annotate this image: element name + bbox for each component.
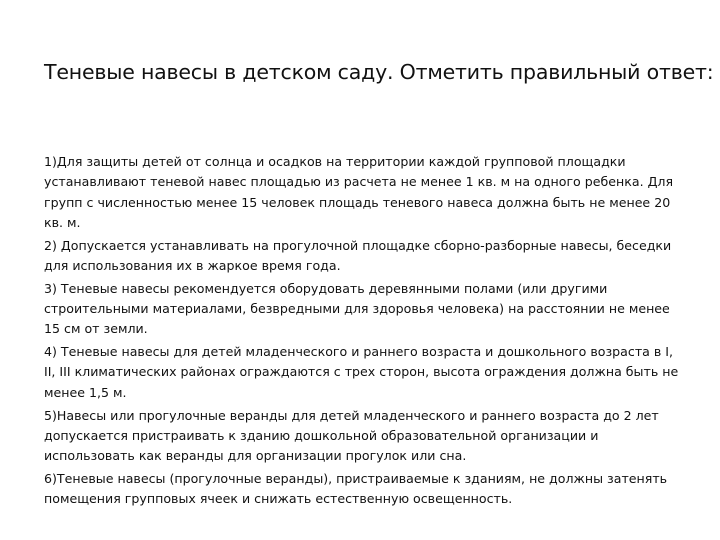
paragraph-4: 4) Теневые навесы для детей младенческого и раннего возраста и дошкольного возраста в I, II, III климатических районах ограждаются с трех сторон, высота ограждения должна быть не менее 1,5 м. [44,344,679,400]
paragraph-2: 2) Допускается устанавливать на прогулочной площадке сборно-разборные навесы, беседки для использования их в жаркое время года. [44,237,672,273]
paragraph-6: 6)Теневые навесы (прогулочные веранды), пристраиваемые к зданиям, не должны затенять помещения групповых ячеек и снижать естественную освещенность. [44,470,668,507]
paragraph-1: 1)Для защиты детей от солнца и осадков на территории каждой групповой площадки устанавливают теневой навес площадью из расчета не менее 1 кв. м на одного ребенка. Для групп с численностью менее 15 человек площадь теневого навеса должна быть не менее 20 кв. м. [44,154,674,230]
paragraph-3: 3) Теневые навесы рекомендуется оборудовать деревянными полами (или другими строительными материалами, безвредными для здоровья человека) на расстоянии не менее 15 см от земли. [44,280,670,337]
slide-body [44,152,684,512]
slide-title: Теневые навесы в детском саду. Отметить правильный ответ: [44,60,714,84]
paragraph-5: 5)Навесы или прогулочные веранды для детей младенческого и раннего возраста до 2 лет допускается пристраивать к зданию дошкольной образовательной организации и использовать как веранды для организации прогулок или сна. [44,407,659,464]
